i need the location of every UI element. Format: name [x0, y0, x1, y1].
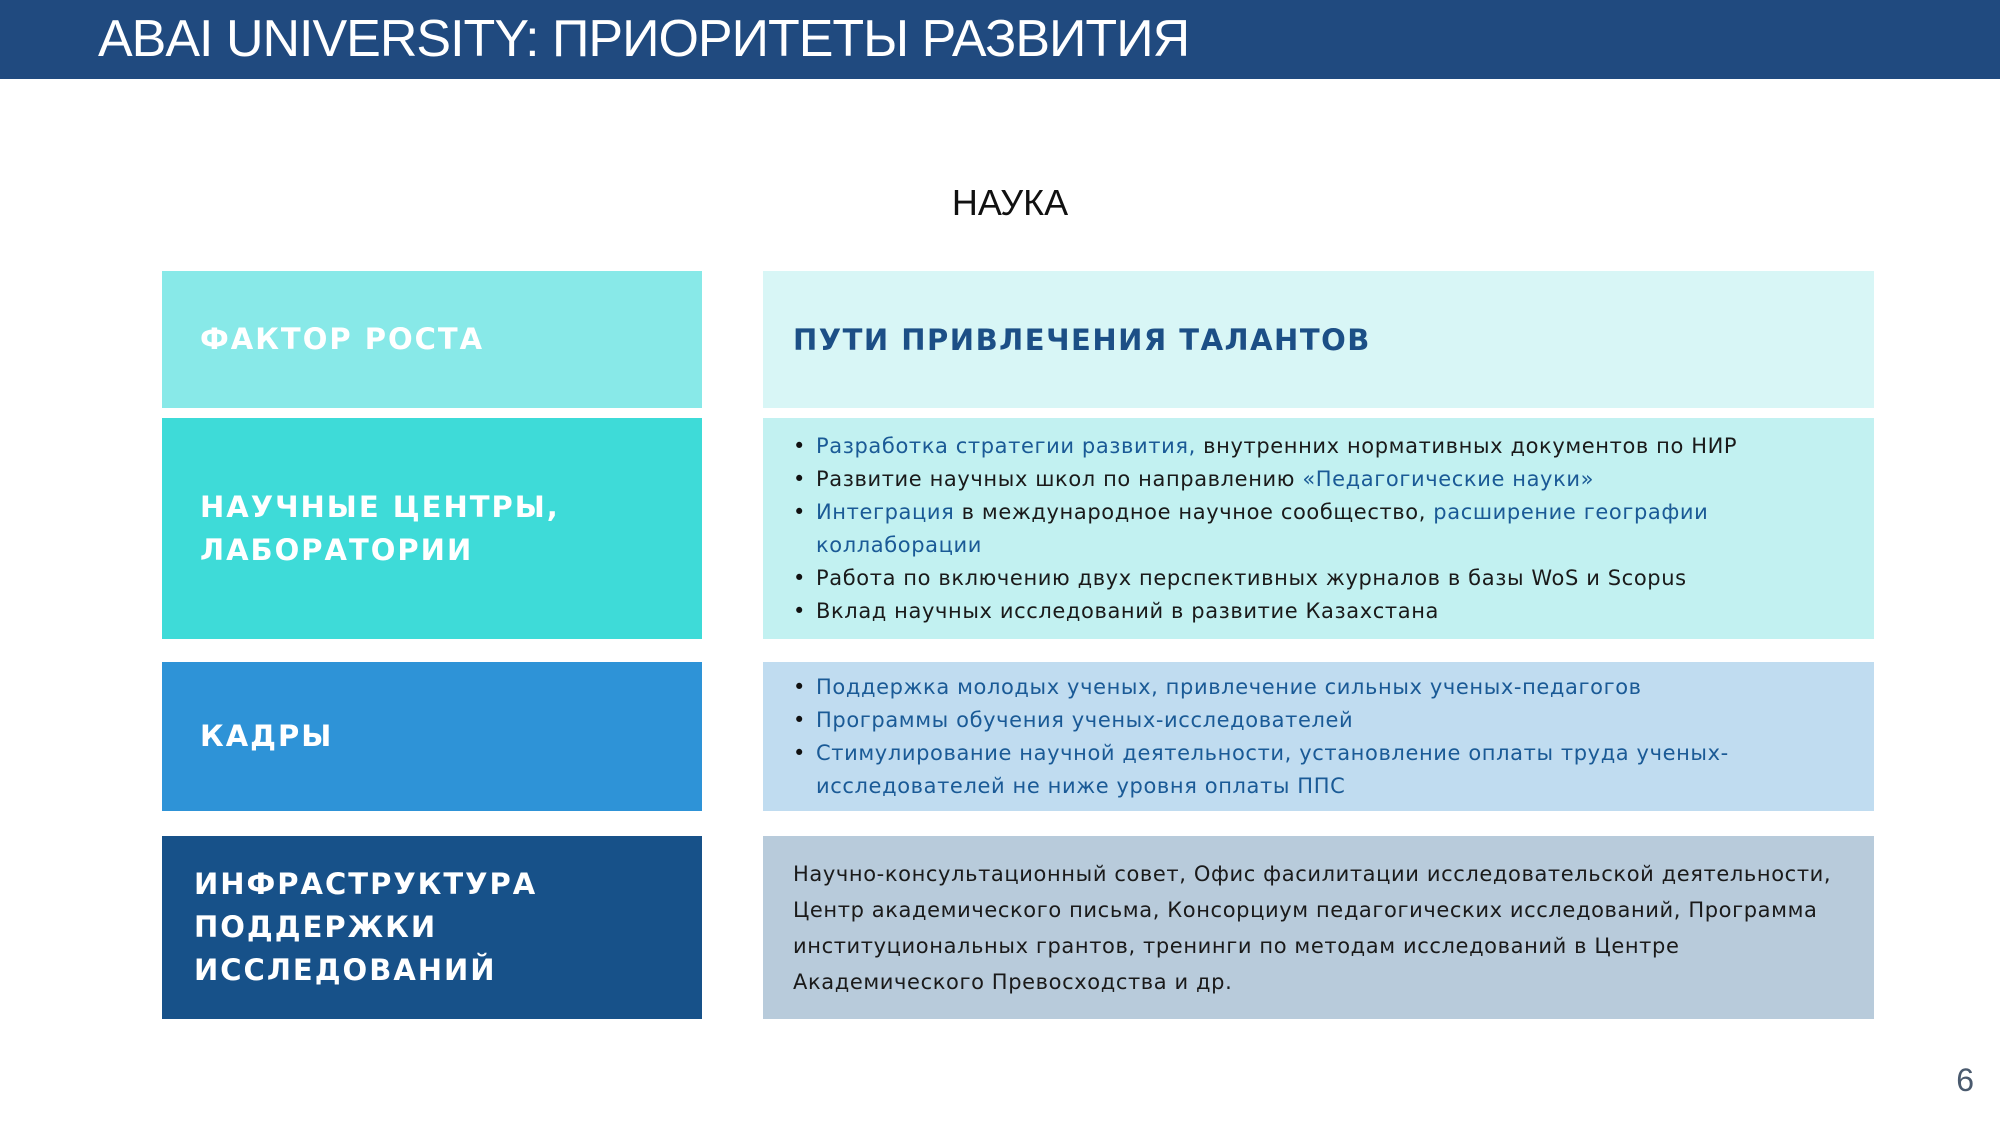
list-item: • Интеграция в международное научное сообщество, расширение географии коллаборации [793, 496, 1844, 562]
title-bar [0, 0, 2000, 79]
growth-factor-header [162, 271, 702, 408]
list-item: • Работа по включению двух перспективных журналов в базы WoS и Scopus [793, 562, 1844, 595]
infrastructure-label: ИНФРАСТРУКТУРА ПОДДЕРЖКИ ИССЛЕДОВАНИЙ [194, 867, 538, 987]
talent-paths-header [763, 271, 1874, 408]
infrastructure-box [162, 836, 702, 1019]
science-centers-label: НАУЧНЫЕ ЦЕНТРЫ, ЛАБОРАТОРИИ [200, 489, 560, 567]
slide-title: ABAI UNIVERSITY: ПРИОРИТЕТЫ РАЗВИТИЯ [98, 10, 1190, 68]
list-item: • Вклад научных исследований в развитие Казахстана [793, 595, 1844, 628]
section-title: НАУКА [951, 182, 1069, 223]
growth-factor-header-label: ФАКТОР РОСТА [200, 322, 485, 356]
infrastructure-text: Научно-консультационный совет, Офис фасилитации исследовательской деятельности, Центр академического письма, Консорциум педагогических исследований, Программа институциональных грантов, тренинги по методам исследований в Центре Академического Превосходства и др. [793, 861, 1832, 994]
list-item: • Разработка стратегии развития, внутренних нормативных документов по НИР [793, 430, 1844, 463]
science-centers-list [793, 430, 1844, 628]
science-centers-box [162, 418, 702, 639]
list-item: • Развитие научных школ по направлению «Педагогические науки» [793, 463, 1844, 496]
staff-list [793, 671, 1844, 803]
staff-label: КАДРЫ [200, 719, 334, 753]
page-number: 6 [1956, 1062, 1974, 1098]
staff-details [763, 662, 1874, 811]
list-item: • Программы обучения ученых-исследователей [793, 704, 1844, 737]
science-centers-details [763, 418, 1874, 639]
staff-box [162, 662, 702, 811]
infrastructure-details [763, 836, 1874, 1019]
list-item: • Поддержка молодых ученых, привлечение сильных ученых-педагогов [793, 671, 1844, 704]
list-item: • Стимулирование научной деятельности, установление оплаты труда ученых-исследователей не ниже уровня оплаты ППС [793, 737, 1844, 803]
talent-paths-header-label: ПУТИ ПРИВЛЕЧЕНИЯ ТАЛАНТОВ [793, 322, 1371, 357]
